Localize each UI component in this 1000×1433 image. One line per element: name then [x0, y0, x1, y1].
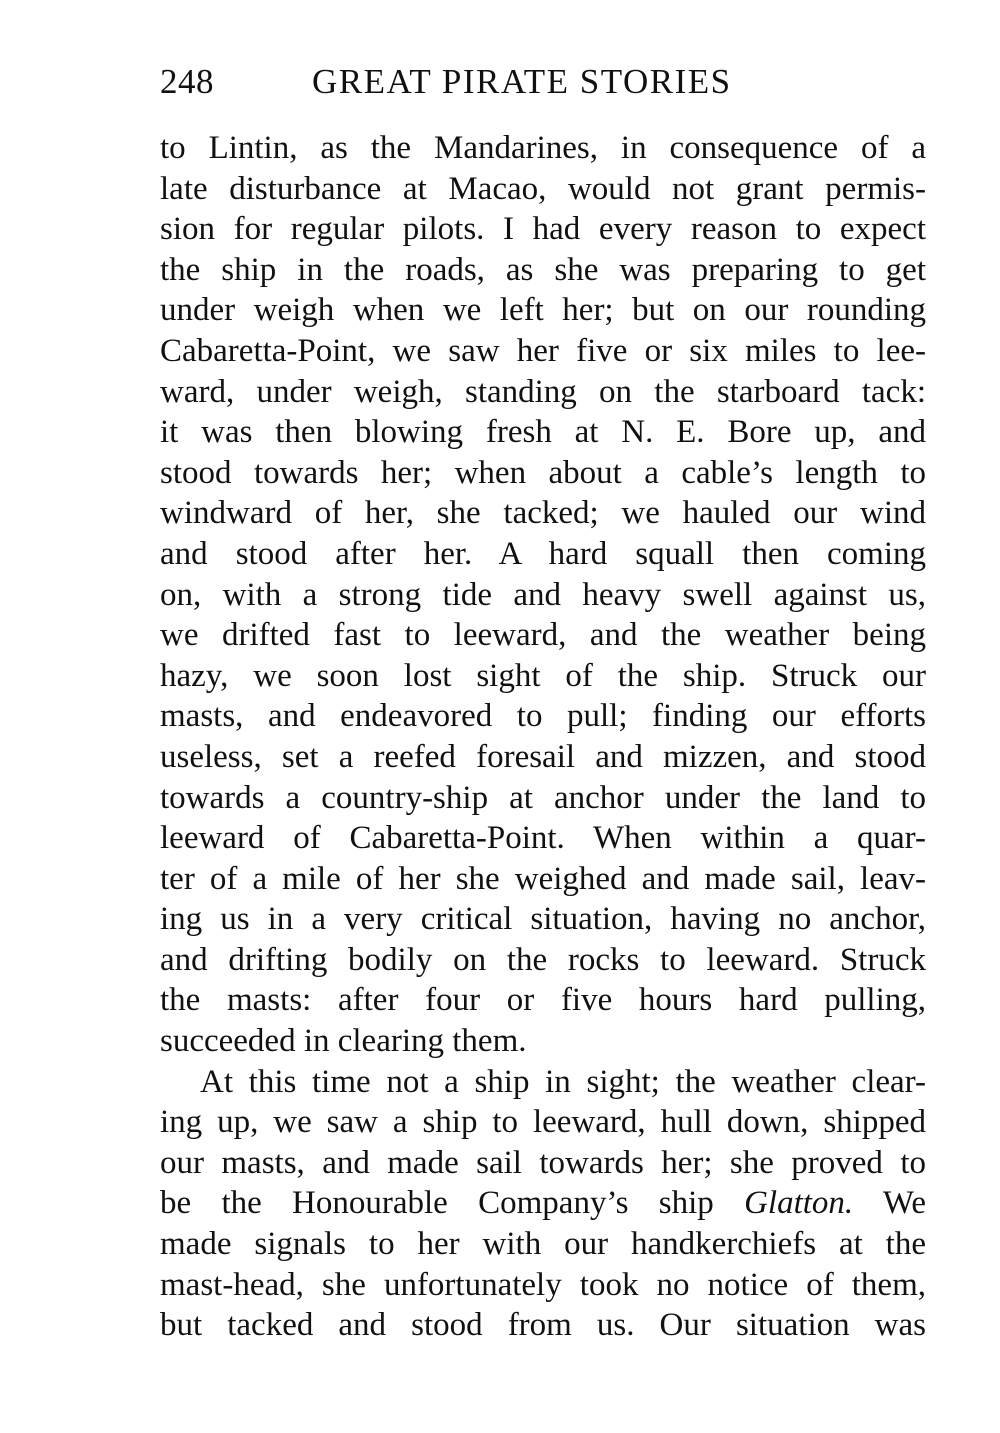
text-line: useless, set a reefed foresail and mizzen, and stood [160, 738, 926, 775]
text-line: and stood after her. A hard squall then coming [160, 535, 926, 572]
text-fragment: We [853, 1185, 927, 1222]
text-line: under weigh when we left her; but on our rounding [160, 292, 926, 329]
text-line: mast-head, she unfortunately took no notice of them, [160, 1266, 926, 1303]
text-line: sion for regular pilots. I had every reason to expect [160, 211, 926, 248]
text-line: to Lintin, as the Mandarines, in consequence of a [160, 130, 926, 166]
text-line: late disturbance at Macao, would not grant permis- [160, 170, 926, 207]
text-line: towards a country-ship at anchor under the land to [160, 779, 926, 816]
text-line: the ship in the roads, as she was preparing to get [160, 251, 926, 288]
book-title: GREAT PIRATE STORIES [312, 62, 732, 101]
text-line: but tacked and stood from us. Our situation was [160, 1307, 926, 1344]
text-line: hazy, we soon lost sight of the ship. Struck our [160, 657, 926, 694]
text-line: At this time not a ship in sight; the weather clear- [200, 1063, 926, 1100]
ship-name: Glatton. [744, 1185, 854, 1222]
text-line: leeward of Cabaretta-Point. When within a quar- [160, 820, 926, 857]
text-line: our masts, and made sail towards her; she proved to [160, 1144, 926, 1181]
text-line: ter of a mile of her she weighed and made sail, leav- [160, 860, 926, 897]
text-line: ward, under weigh, standing on the starboard tack: [160, 373, 926, 410]
text-line: windward of her, she tacked; we hauled our wind [160, 495, 926, 532]
page-number: 248 [160, 62, 214, 101]
text-line-ship [160, 1183, 926, 1224]
body-text [160, 128, 926, 1346]
text-line: masts, and endeavored to pull; finding our efforts [160, 698, 926, 735]
text-line: on, with a strong tide and heavy swell against us, [160, 576, 926, 613]
text-line: ing up, we saw a ship to leeward, hull down, shipped [160, 1104, 926, 1141]
text-line: succeeded in clearing them. [160, 1023, 527, 1060]
text-line: ing us in a very critical situation, having no anchor, [160, 901, 926, 938]
text-line: stood towards her; when about a cable’s length to [160, 454, 926, 491]
text-fragment: be the Honourable Company’s ship [160, 1185, 745, 1222]
running-head [160, 56, 776, 108]
text-line: we drifted fast to leeward, and the weather being [160, 617, 926, 654]
text-line: it was then blowing fresh at N. E. Bore up, and [160, 414, 926, 451]
text-line: the masts: after four or five hours hard pulling, [160, 982, 926, 1019]
text-line: and drifting bodily on the rocks to leeward. Struck [160, 941, 926, 978]
text-line: Cabaretta-Point, we saw her five or six miles to lee- [160, 332, 926, 369]
text-line: made signals to her with our handkerchiefs at the [160, 1226, 926, 1263]
